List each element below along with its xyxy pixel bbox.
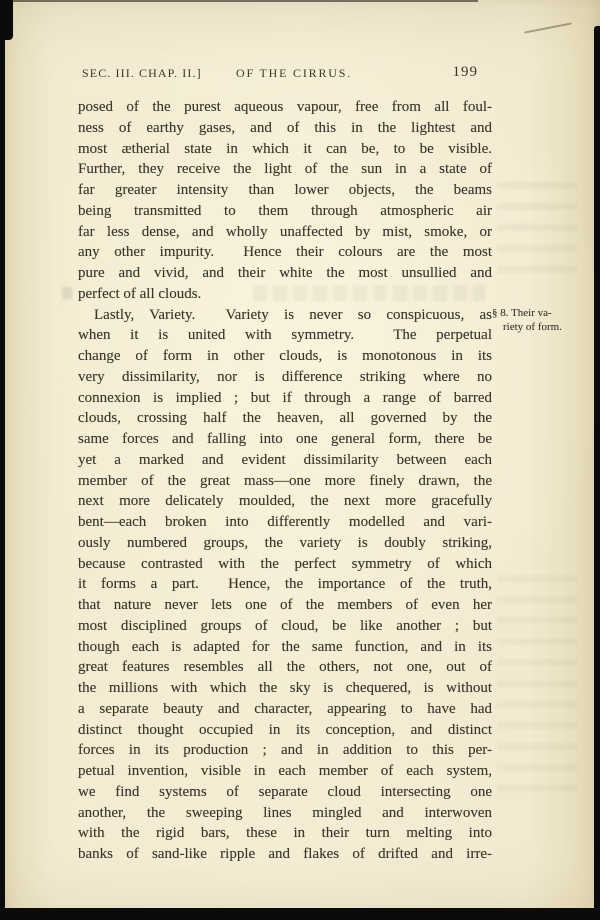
text-line: Further, they receive the light of the sun in a state of (78, 161, 492, 178)
text-line: change of form in other clouds, is monotonous in its (78, 348, 492, 364)
text-line: posed of the purest aqueous vapour, free from all foul- (78, 99, 492, 115)
text-line: with the rigid bars, these in their turn melting into (78, 825, 492, 842)
scan-edge-top (0, 0, 478, 2)
text-line: petual invention, visible in each member of each system, (78, 763, 492, 779)
scan-edge-right (594, 26, 600, 920)
body-paragraph (78, 305, 492, 865)
text-line: we find systems of separate cloud intersecting one (78, 783, 492, 800)
text-line: ously numbered groups, the variety is doubly striking, (78, 534, 492, 551)
text-line: most ætherial state in which it can be, to be visible. (78, 140, 492, 157)
text-line: forces in its production ; and in addition to this per- (78, 742, 492, 759)
text-line: connexion is implied ; but if through a range of barred (78, 389, 492, 406)
text-line: next more delicately moulded, the next more gracefully (78, 493, 492, 510)
header-running-title: OF THE CIRRUS. (236, 66, 352, 80)
margin-note (492, 307, 594, 334)
text-line: that nature never lets one of the members of even her (78, 597, 492, 613)
text-line: when it is united with symmetry. The perpetual (78, 327, 492, 344)
text-line: pure and vivid, and their white the most unsullied and (78, 265, 492, 281)
text-line: far greater intensity than lower objects, the beams (78, 182, 492, 198)
scan-edge-left (0, 0, 5, 920)
text-line: distinct thought occupied in its conception, and distinct (78, 721, 492, 738)
text-line: very dissimilarity, nor is difference striking where no (78, 368, 492, 385)
show-through-smudge (497, 575, 577, 800)
text-line: because contrasted with the perfect symmetry of which (78, 555, 492, 572)
text-line: perfect of all clouds. (78, 285, 202, 302)
text-line: banks of sand-like ripple and flakes of drifted and irre- (78, 846, 492, 862)
text-line: though each is adapted for the same function, and in its (78, 638, 492, 655)
text-line: any other impurity. Hence their colours are the most (78, 244, 492, 261)
text-line: Lastly, Variety. Variety is never so conspicuous, as (94, 306, 492, 323)
text-line: it forms a part. Hence, the importance of the truth, (78, 576, 492, 593)
body-text (78, 97, 492, 865)
text-line: another, the sweeping lines mingled and interwoven (78, 804, 492, 821)
text-line: ness of earthy gases, and of this in the lightest and (78, 119, 492, 136)
text-line: bent—each broken into differently modelled and vari- (78, 514, 492, 530)
text-line: yet a marked and evident dissimilarity between each (78, 451, 492, 468)
text-line: far less dense, and wholly unaffected by mist, smoke, or (78, 223, 492, 240)
page-number: 199 (452, 64, 478, 80)
body-paragraph (78, 97, 492, 305)
scan-edge-bottom (0, 908, 600, 920)
show-through-smudge (62, 287, 72, 299)
text-line: most disciplined groups of cloud, be like another ; but (78, 617, 492, 634)
show-through-smudge (497, 182, 577, 278)
paper-crease (524, 22, 571, 33)
text-line: clouds, crossing half the heaven, all governed by the (78, 410, 492, 427)
text-line: great features resembles all the others, not one, out of (78, 659, 492, 676)
text-line: member of the great mass—one more finely drawn, the (78, 472, 492, 489)
header-section-label: SEC. III. CHAP. II.] (82, 66, 202, 80)
text-line: same forces and falling into one general form, there be (78, 431, 492, 447)
text-line: the millions with which the sky is chequered, is without (78, 680, 492, 696)
text-line: being transmitted to them through atmospheric air (78, 202, 492, 219)
margin-note-line: § 8. Their va- (492, 307, 552, 319)
margin-note-line: riety of form. (503, 320, 562, 333)
page-header (78, 66, 492, 84)
text-line: a separate beauty and character, appearing to have had (78, 700, 492, 717)
